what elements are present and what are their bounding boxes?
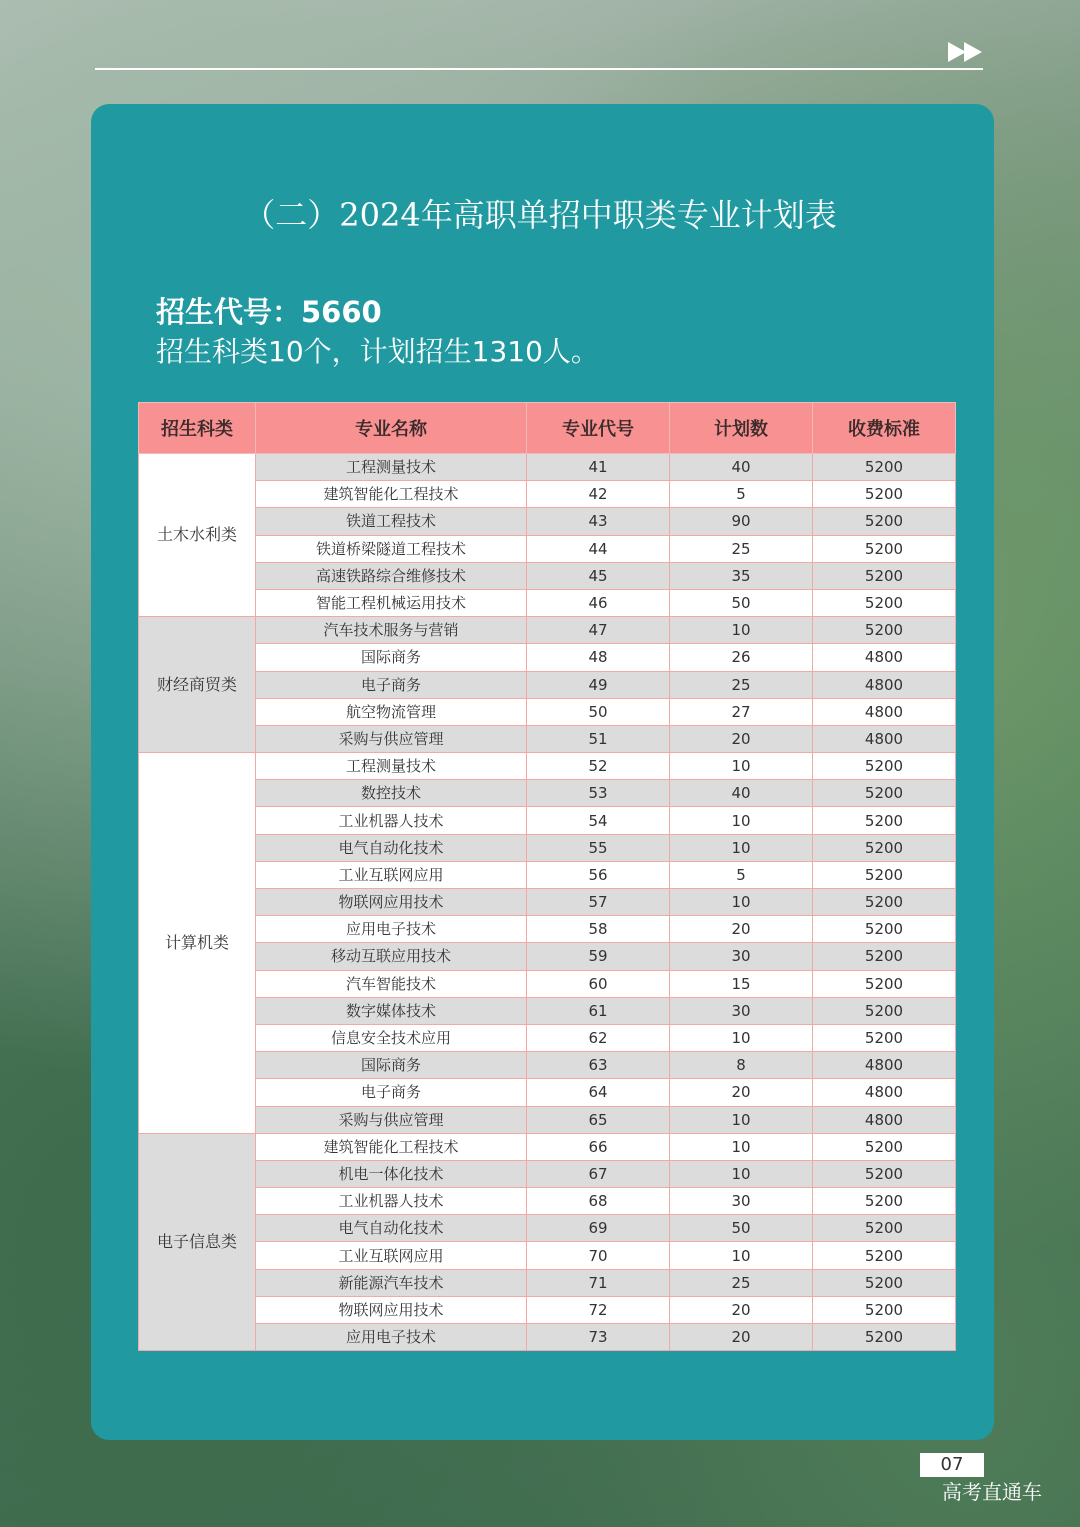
- major-name-cell: 电子商务: [256, 671, 527, 698]
- fee-cell: 5200: [813, 997, 956, 1024]
- major-code-cell: 48: [527, 644, 670, 671]
- major-code-cell: 71: [527, 1269, 670, 1296]
- table-row: [139, 481, 956, 508]
- major-name-cell: 机电一体化技术: [256, 1160, 527, 1187]
- table-row: [139, 698, 956, 725]
- plan-table: [138, 402, 956, 1351]
- table-row: [139, 1269, 956, 1296]
- major-name-cell: 采购与供应管理: [256, 1106, 527, 1133]
- fee-cell: 5200: [813, 753, 956, 780]
- header-plan-count: 计划数: [670, 403, 813, 454]
- header-major-code: 专业代号: [527, 403, 670, 454]
- table-row: [139, 1106, 956, 1133]
- brand-watermark: 高考直通车: [942, 1480, 1042, 1504]
- table-row: [139, 562, 956, 589]
- plan-count-cell: 25: [670, 535, 813, 562]
- major-name-cell: 信息安全技术应用: [256, 1024, 527, 1051]
- major-code-cell: 52: [527, 753, 670, 780]
- plan-count-cell: 90: [670, 508, 813, 535]
- major-name-cell: 高速铁路综合维修技术: [256, 562, 527, 589]
- plan-count-cell: 8: [670, 1052, 813, 1079]
- plan-count-cell: 10: [670, 1106, 813, 1133]
- fee-cell: 5200: [813, 943, 956, 970]
- table-row: [139, 1052, 956, 1079]
- plan-count-cell: 10: [670, 753, 813, 780]
- major-code-cell: 47: [527, 617, 670, 644]
- plan-count-cell: 35: [670, 562, 813, 589]
- fee-cell: 5200: [813, 535, 956, 562]
- major-name-cell: 电子商务: [256, 1079, 527, 1106]
- fee-cell: 5200: [813, 1324, 956, 1351]
- major-name-cell: 工业机器人技术: [256, 807, 527, 834]
- plan-count-cell: 5: [670, 481, 813, 508]
- major-code-cell: 42: [527, 481, 670, 508]
- fee-cell: 5200: [813, 508, 956, 535]
- fee-cell: 5200: [813, 617, 956, 644]
- major-name-cell: 国际商务: [256, 644, 527, 671]
- plan-count-cell: 10: [670, 1160, 813, 1187]
- plan-count-cell: 20: [670, 1079, 813, 1106]
- enrollment-code: 招生代号：5660: [156, 295, 382, 329]
- major-name-cell: 应用电子技术: [256, 1324, 527, 1351]
- table-row: [139, 834, 956, 861]
- major-code-cell: 57: [527, 889, 670, 916]
- plan-count-cell: 30: [670, 1188, 813, 1215]
- category-cell: 计算机类: [139, 753, 256, 1134]
- plan-count-cell: 10: [670, 1133, 813, 1160]
- plan-count-cell: 25: [670, 1269, 813, 1296]
- category-cell: 电子信息类: [139, 1133, 256, 1351]
- major-code-cell: 63: [527, 1052, 670, 1079]
- fee-cell: 4800: [813, 698, 956, 725]
- major-name-cell: 铁道桥梁隧道工程技术: [256, 535, 527, 562]
- major-code-cell: 53: [527, 780, 670, 807]
- major-name-cell: 物联网应用技术: [256, 889, 527, 916]
- table-row: [139, 644, 956, 671]
- table-header-row: [139, 403, 956, 454]
- major-code-cell: 62: [527, 1024, 670, 1051]
- header-fee: 收费标准: [813, 403, 956, 454]
- major-name-cell: 建筑智能化工程技术: [256, 481, 527, 508]
- fee-cell: 5200: [813, 1215, 956, 1242]
- table-row: [139, 916, 956, 943]
- major-name-cell: 工业互联网应用: [256, 861, 527, 888]
- major-name-cell: 电气自动化技术: [256, 1215, 527, 1242]
- table-row: [139, 1215, 956, 1242]
- fee-cell: 5200: [813, 589, 956, 616]
- major-name-cell: 国际商务: [256, 1052, 527, 1079]
- fee-cell: 4800: [813, 1052, 956, 1079]
- major-code-cell: 67: [527, 1160, 670, 1187]
- plan-count-cell: 10: [670, 807, 813, 834]
- plan-count-cell: 20: [670, 1324, 813, 1351]
- major-name-cell: 采购与供应管理: [256, 725, 527, 752]
- major-name-cell: 数控技术: [256, 780, 527, 807]
- plan-count-cell: 10: [670, 1024, 813, 1051]
- header-divider: [95, 68, 983, 70]
- major-code-cell: 61: [527, 997, 670, 1024]
- major-name-cell: 汽车智能技术: [256, 970, 527, 997]
- plan-count-cell: 10: [670, 617, 813, 644]
- header-major-name: 专业名称: [256, 403, 527, 454]
- major-code-cell: 66: [527, 1133, 670, 1160]
- fee-cell: 4800: [813, 671, 956, 698]
- enrollment-summary: 招生科类10个，计划招生1310人。: [156, 335, 599, 368]
- major-code-cell: 56: [527, 861, 670, 888]
- major-name-cell: 电气自动化技术: [256, 834, 527, 861]
- plan-count-cell: 5: [670, 861, 813, 888]
- major-code-cell: 58: [527, 916, 670, 943]
- table-row: [139, 997, 956, 1024]
- table-row: [139, 671, 956, 698]
- major-name-cell: 数字媒体技术: [256, 997, 527, 1024]
- table-row: [139, 807, 956, 834]
- major-code-cell: 60: [527, 970, 670, 997]
- major-name-cell: 应用电子技术: [256, 916, 527, 943]
- plan-count-cell: 20: [670, 1296, 813, 1323]
- table-row: [139, 1242, 956, 1269]
- table-row: [139, 454, 956, 481]
- table-row: [139, 1188, 956, 1215]
- plan-count-cell: 20: [670, 916, 813, 943]
- major-code-cell: 49: [527, 671, 670, 698]
- fee-cell: 5200: [813, 562, 956, 589]
- fee-cell: 5200: [813, 481, 956, 508]
- major-name-cell: 工程测量技术: [256, 753, 527, 780]
- plan-count-cell: 20: [670, 725, 813, 752]
- major-name-cell: 建筑智能化工程技术: [256, 1133, 527, 1160]
- fee-cell: 4800: [813, 725, 956, 752]
- page-number: 07: [920, 1453, 984, 1477]
- fee-cell: 5200: [813, 1296, 956, 1323]
- major-name-cell: 汽车技术服务与营销: [256, 617, 527, 644]
- table-row: [139, 1024, 956, 1051]
- table-row: [139, 970, 956, 997]
- fee-cell: 5200: [813, 780, 956, 807]
- major-name-cell: 航空物流管理: [256, 698, 527, 725]
- major-name-cell: 物联网应用技术: [256, 1296, 527, 1323]
- fee-cell: 5200: [813, 1269, 956, 1296]
- plan-count-cell: 40: [670, 780, 813, 807]
- major-name-cell: 新能源汽车技术: [256, 1269, 527, 1296]
- table-row: [139, 1133, 956, 1160]
- major-code-cell: 70: [527, 1242, 670, 1269]
- table-row: [139, 753, 956, 780]
- major-code-cell: 50: [527, 698, 670, 725]
- plan-count-cell: 26: [670, 644, 813, 671]
- major-code-cell: 55: [527, 834, 670, 861]
- major-name-cell: 工程测量技术: [256, 454, 527, 481]
- table-row: [139, 1296, 956, 1323]
- major-code-cell: 43: [527, 508, 670, 535]
- major-code-cell: 73: [527, 1324, 670, 1351]
- major-code-cell: 59: [527, 943, 670, 970]
- major-code-cell: 45: [527, 562, 670, 589]
- table-row: [139, 889, 956, 916]
- fast-forward-icon: [946, 40, 986, 64]
- fee-cell: 5200: [813, 861, 956, 888]
- table-row: [139, 1079, 956, 1106]
- fee-cell: 5200: [813, 1242, 956, 1269]
- header-category: 招生科类: [139, 403, 256, 454]
- major-name-cell: 工业互联网应用: [256, 1242, 527, 1269]
- plan-count-cell: 15: [670, 970, 813, 997]
- plan-count-cell: 50: [670, 589, 813, 616]
- major-name-cell: 铁道工程技术: [256, 508, 527, 535]
- major-code-cell: 46: [527, 589, 670, 616]
- major-name-cell: 智能工程机械运用技术: [256, 589, 527, 616]
- major-name-cell: 移动互联应用技术: [256, 943, 527, 970]
- plan-count-cell: 27: [670, 698, 813, 725]
- major-code-cell: 44: [527, 535, 670, 562]
- major-name-cell: 工业机器人技术: [256, 1188, 527, 1215]
- table-row: [139, 943, 956, 970]
- fee-cell: 4800: [813, 1079, 956, 1106]
- table-row: [139, 725, 956, 752]
- fee-cell: 5200: [813, 1133, 956, 1160]
- plan-count-cell: 30: [670, 943, 813, 970]
- plan-count-cell: 10: [670, 834, 813, 861]
- plan-count-cell: 10: [670, 889, 813, 916]
- major-code-cell: 65: [527, 1106, 670, 1133]
- major-code-cell: 72: [527, 1296, 670, 1323]
- table-row: [139, 1160, 956, 1187]
- major-code-cell: 51: [527, 725, 670, 752]
- category-cell: 财经商贸类: [139, 617, 256, 753]
- fee-cell: 5200: [813, 1188, 956, 1215]
- fee-cell: 5200: [813, 807, 956, 834]
- major-code-cell: 41: [527, 454, 670, 481]
- fee-cell: 4800: [813, 1106, 956, 1133]
- fee-cell: 4800: [813, 644, 956, 671]
- plan-count-cell: 10: [670, 1242, 813, 1269]
- fee-cell: 5200: [813, 834, 956, 861]
- table-row: [139, 780, 956, 807]
- fee-cell: 5200: [813, 916, 956, 943]
- major-code-cell: 69: [527, 1215, 670, 1242]
- major-code-cell: 68: [527, 1188, 670, 1215]
- category-cell: 土木水利类: [139, 454, 256, 617]
- fee-cell: 5200: [813, 1160, 956, 1187]
- fee-cell: 5200: [813, 1024, 956, 1051]
- plan-count-cell: 40: [670, 454, 813, 481]
- table-row: [139, 861, 956, 888]
- fee-cell: 5200: [813, 970, 956, 997]
- major-code-cell: 64: [527, 1079, 670, 1106]
- major-code-cell: 54: [527, 807, 670, 834]
- table-row: [139, 617, 956, 644]
- fee-cell: 5200: [813, 454, 956, 481]
- table-row: [139, 535, 956, 562]
- plan-count-cell: 25: [670, 671, 813, 698]
- table-row: [139, 508, 956, 535]
- table-row: [139, 589, 956, 616]
- plan-count-cell: 50: [670, 1215, 813, 1242]
- fee-cell: 5200: [813, 889, 956, 916]
- plan-count-cell: 30: [670, 997, 813, 1024]
- table-row: [139, 1324, 956, 1351]
- page-title: （二）2024年高职单招中职类专业计划表: [243, 196, 837, 234]
